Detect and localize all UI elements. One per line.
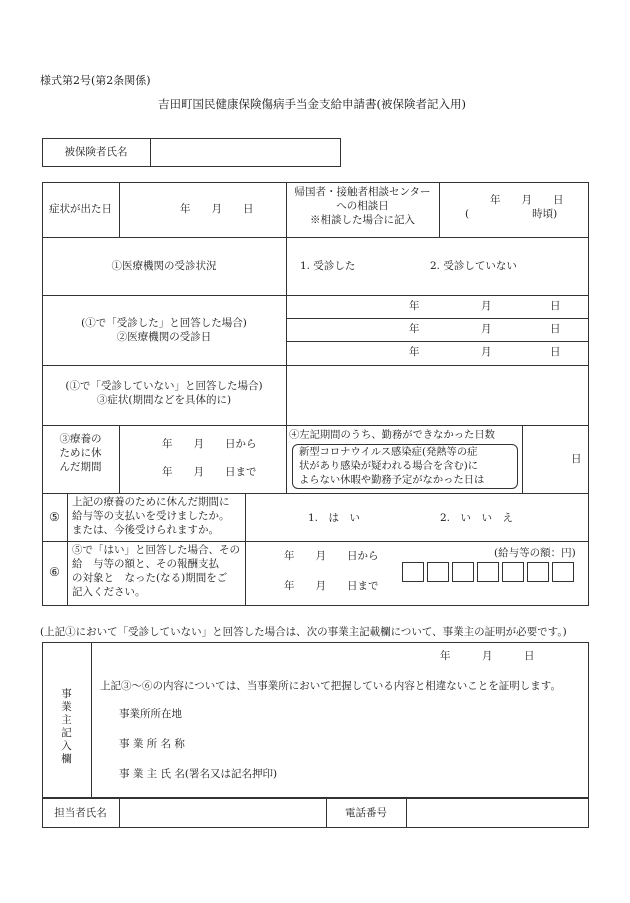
- office-name-label: 事 業 所 名 称: [119, 738, 185, 750]
- lost-days-note-1: 新型コロナウイルス感染症(発熱等の症: [299, 446, 478, 458]
- consult-date[interactable]: 年 月 日: [490, 194, 564, 206]
- visit-month[interactable]: 月: [481, 346, 492, 358]
- option-visited[interactable]: 1. 受診した: [300, 260, 356, 272]
- owner-name-label: 事 業 主 氏 名(署名又は記名押印): [119, 768, 278, 780]
- visit-day[interactable]: 日: [550, 300, 561, 312]
- lost-days-unit: 日: [571, 453, 582, 465]
- office-address-label: 事業所所在地: [119, 708, 182, 720]
- option-not-visited[interactable]: 2. 受診していない: [430, 260, 517, 272]
- leave-label-2: ために休: [59, 447, 102, 459]
- amount-digit-cell[interactable]: [427, 562, 449, 582]
- visit-date-label-1: (①で「受診した」と回答した場合): [81, 317, 247, 329]
- insured-name-label: 被保険者氏名: [64, 146, 128, 158]
- pay-period-to[interactable]: 年 月 日まで: [284, 580, 379, 592]
- option-no[interactable]: 2. い い え: [440, 512, 514, 524]
- q6-text-3: の対象と なった(なる)期間をご: [72, 572, 228, 584]
- form-number: 様式第2号(第2条関係): [40, 74, 151, 87]
- leave-to[interactable]: 年 月 日まで: [162, 466, 257, 478]
- consult-time[interactable]: ( 時頃): [465, 208, 558, 220]
- amount-digit-cell[interactable]: [402, 562, 424, 582]
- amount-digit-cell[interactable]: [502, 562, 524, 582]
- q6-text-1: ⑤で「はい」と回答した場合、その: [72, 544, 240, 556]
- pay-amount-label: (給与等の額：円): [494, 547, 576, 559]
- staff-name-field[interactable]: [121, 800, 324, 826]
- amount-digit-cell[interactable]: [452, 562, 474, 582]
- symptom-label-2: ③症状(期間などを具体的に): [96, 394, 232, 406]
- amount-digit-cell[interactable]: [552, 562, 574, 582]
- consult-label-3: ※相談した場合に記入: [310, 214, 415, 226]
- form-title: 吉田町国民健康保険傷病手当金支給申請書(被保険者記入用): [158, 97, 466, 111]
- leave-label-3: んだ期間: [59, 461, 102, 473]
- employer-side-char: 主: [61, 714, 72, 726]
- q5-text-1: 上記の療養のために休んだ期間に: [72, 496, 230, 508]
- leave-label-1: ③療養の: [59, 433, 102, 445]
- certification-date[interactable]: 年 月 日: [440, 650, 535, 662]
- staff-name-label: 担当者氏名: [54, 807, 107, 819]
- symptom-field[interactable]: [288, 367, 587, 423]
- employer-side-char: 業: [61, 701, 72, 713]
- certification-text: 上記③～⑥の内容については、当事業所において把握している内容と相違ないことを証明します。: [100, 680, 561, 692]
- visit-month[interactable]: 月: [481, 300, 492, 312]
- visit-day[interactable]: 日: [550, 346, 561, 358]
- phone-field[interactable]: [408, 800, 587, 826]
- q5-number: ⑤: [49, 510, 60, 524]
- phone-label: 電話番号: [345, 807, 387, 819]
- symptom-label-1: (①で「受診していない」と回答した場合): [65, 380, 263, 392]
- employer-side-char: 入: [61, 740, 72, 752]
- employer-side-char: 記: [61, 727, 72, 739]
- onset-date[interactable]: 年 月 日: [180, 203, 254, 215]
- visit-date-label-2: ②医療機関の受診日: [116, 331, 212, 343]
- lost-days-note-2: 状があり感染が疑われる場合を含む)に: [299, 460, 479, 472]
- employer-side-char: 事: [61, 688, 72, 700]
- q5-text-3: または、今後受けられますか。: [72, 524, 219, 536]
- onset-label: 症状が出た日: [49, 203, 112, 215]
- amount-digit-cell[interactable]: [527, 562, 549, 582]
- visit-month[interactable]: 月: [481, 323, 492, 335]
- q6-number: ⑥: [49, 565, 60, 579]
- pay-period-from[interactable]: 年 月 日から: [284, 550, 379, 562]
- medical-status-label: ①医療機関の受診状況: [111, 260, 217, 272]
- amount-digit-cell[interactable]: [477, 562, 499, 582]
- visit-year[interactable]: 年: [409, 300, 420, 312]
- visit-year[interactable]: 年: [409, 346, 420, 358]
- q6-text-2: 給 与等の額と、その報酬支払: [72, 558, 219, 570]
- employer-note: (上記①において「受診していない」と回答した場合は、次の事業主記載欄について、事業主の証明が必要です。): [40, 626, 567, 638]
- visit-day[interactable]: 日: [550, 323, 561, 335]
- lost-days-title: ④左記期間のうち、勤務ができなかった日数: [289, 429, 495, 441]
- lost-days-note-3: よらない休暇や勤務予定がなかった日は: [299, 474, 485, 486]
- q6-text-4: 記入ください。: [72, 586, 146, 598]
- visit-year[interactable]: 年: [409, 323, 420, 335]
- consult-label-2: への相談日: [336, 200, 389, 212]
- option-yes[interactable]: 1. は い: [308, 512, 361, 524]
- insured-name-field[interactable]: [152, 140, 338, 165]
- employer-side-char: 欄: [61, 753, 72, 765]
- consult-label-1: 帰国者・接触者相談センター: [294, 186, 431, 198]
- leave-from[interactable]: 年 月 日から: [162, 438, 257, 450]
- q5-text-2: 給与等の支払いを受けましたか。: [72, 510, 230, 522]
